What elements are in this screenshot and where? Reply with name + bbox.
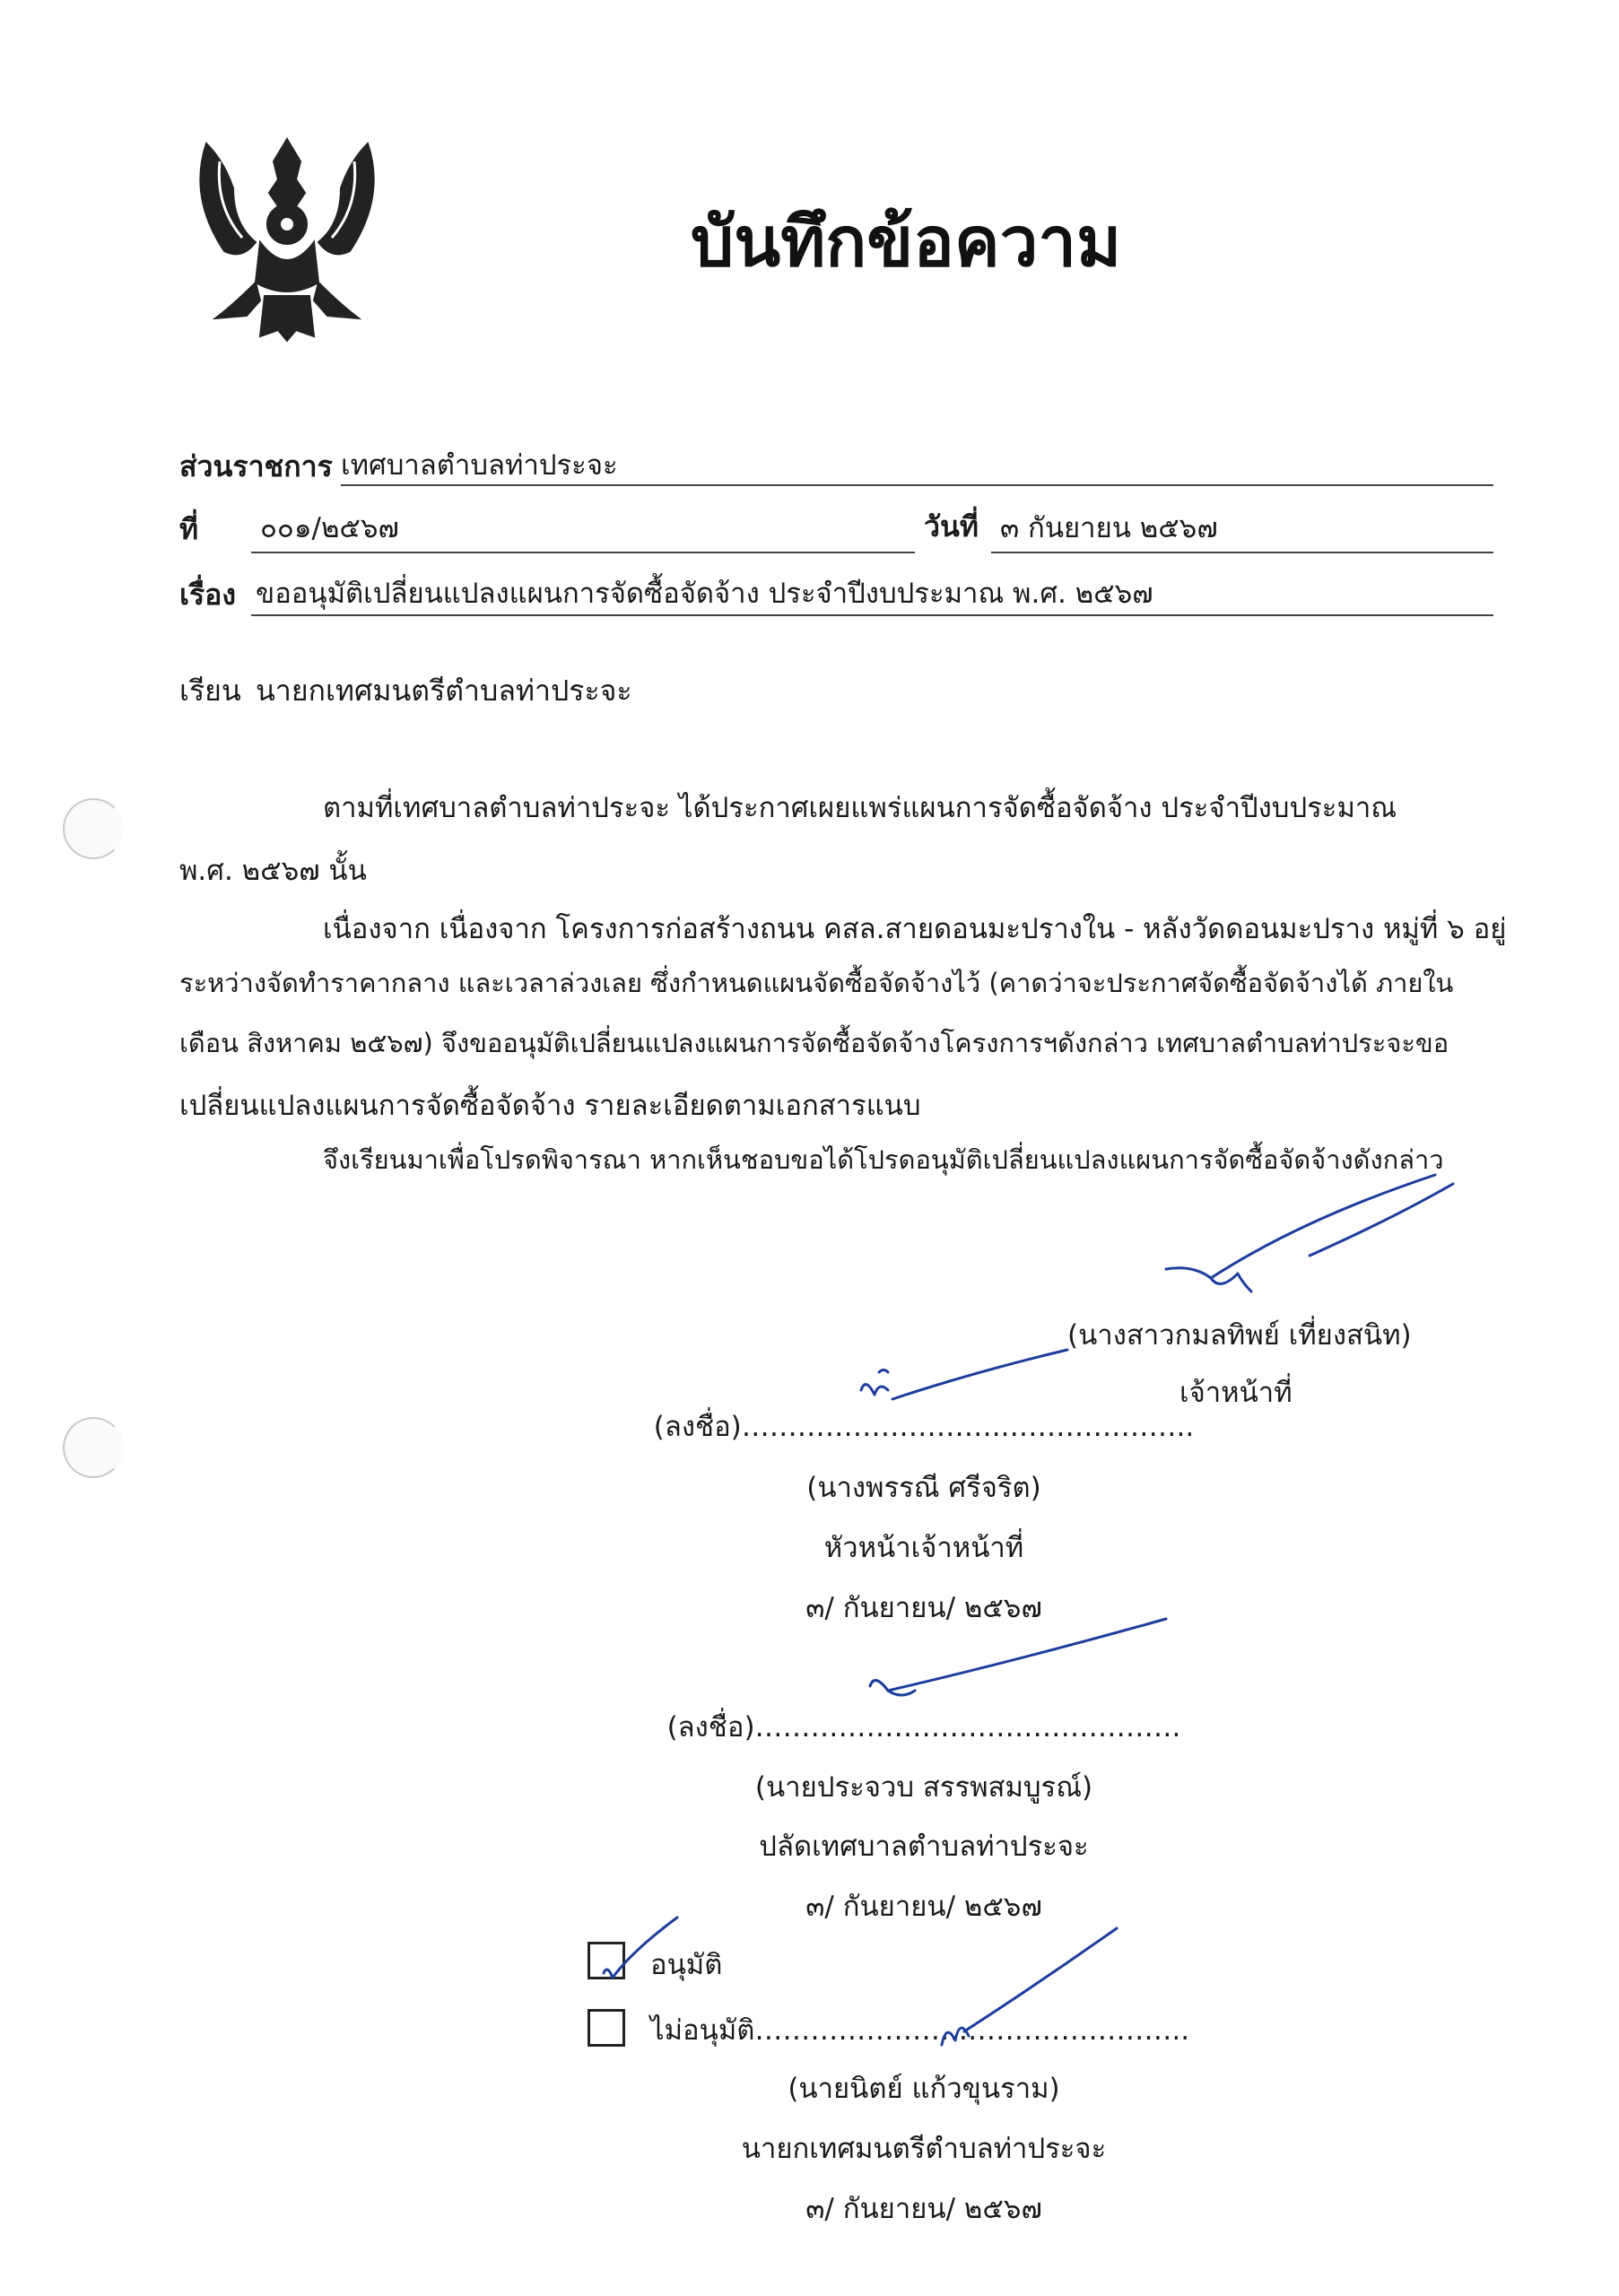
- approve-label: อนุมัติ: [650, 1949, 723, 1981]
- head-position: หัวหน้าเจ้าหน้าที่: [823, 1532, 1024, 1564]
- mayor-signature: [933, 1919, 1130, 2054]
- head-date: ๓/ กันยายน/ ๒๕๖๗: [805, 1592, 1042, 1624]
- clerk-name: (นายประจวบ สรรพสมบูรณ์): [754, 1771, 1093, 1804]
- officer-name: (นางสาวกมลทิพย์ เที่ยงสนิท): [1067, 1319, 1412, 1352]
- subject-value: ขออนุมัติเปลี่ยนแปลงแผนการจัดซื้อจัดจ้าง ประจำปีงบประมาณ พ.ศ. ๒๕๖๗: [256, 578, 1153, 610]
- officer-signature: [1157, 1166, 1480, 1318]
- agency-value: เทศบาลตำบลท่าประจะ: [341, 449, 618, 482]
- mayor-name: (นายนิตย์ แก้วขุนราม): [788, 2073, 1060, 2105]
- ref-underline: [251, 552, 915, 553]
- ref-value: ๐๐๑/๒๕๖๗: [260, 512, 399, 544]
- clerk-signature: [861, 1614, 1175, 1713]
- disapprove-label: ไม่อนุมัติ………………………………………..: [650, 2014, 1190, 2047]
- body-p3-line1: จึงเรียนมาเพื่อโปรดพิจารณา หากเห็นชอบขอได้โปรดอนุมัติเปลี่ยนแปลงแผนการจัดซื้อจัดจ้างดังกล่าว: [323, 1144, 1444, 1175]
- officer-position: เจ้าหน้าที่: [1179, 1377, 1293, 1409]
- agency-underline: [341, 484, 1493, 486]
- ref-label: ที่: [179, 512, 199, 546]
- disapprove-checkbox[interactable]: [588, 2009, 625, 2047]
- punch-hole-top: [63, 798, 124, 859]
- date-label: วันที่: [924, 509, 979, 544]
- mayor-date: ๓/ กันยายน/ ๒๕๖๗: [805, 2193, 1042, 2225]
- body-p2-line2: ระหว่างจัดทำราคากลาง และเวลาล่วงเลย ซึ่งกำหนดแผนจัดซื้อจัดจ้างไว้ (คาดว่าจะประกาศจัดซื้อจัดจ้างได้ ภายใน: [179, 968, 1454, 998]
- memo-title: บันทึกข้อความ: [691, 202, 1122, 282]
- body-p1-line1: ตามที่เทศบาลตำบลท่าประจะ ได้ประกาศเผยแพร่แผนการจัดซื้อจัดจ้าง ประจำปีงบประมาณ: [323, 792, 1397, 824]
- salutation-value: นายกเทศมนตรีตำบลท่าประจะ: [256, 674, 632, 708]
- body-p1-line2: พ.ศ. ๒๕๖๗ นั้น: [179, 855, 367, 887]
- clerk-position: ปลัดเทศบาลตำบลท่าประจะ: [759, 1831, 1089, 1863]
- date-value: ๓ กันยายน ๒๕๖๗: [1000, 512, 1218, 544]
- head-sign-line: (ลงชื่อ)………………………..………………..: [653, 1411, 1195, 1443]
- clerk-date: ๓/ กันยายน/ ๒๕๖๗: [805, 1891, 1042, 1923]
- body-p2-line1: เนื่องจาก เนื่องจาก โครงการก่อสร้างถนน คสล.สายดอนมะปรางใน - หลังวัดดอนมะปราง หมู่ที่ ๖ อยู่: [323, 913, 1507, 945]
- subject-underline: [251, 614, 1493, 616]
- body-p2-line4: เปลี่ยนแปลงแผนการจัดซื้อจัดจ้าง รายละเอียดตามเอกสารแนบ: [179, 1090, 921, 1122]
- garuda-emblem-icon: [170, 126, 404, 345]
- date-underline: [991, 552, 1493, 553]
- clerk-sign-line: (ลงชื่อ)……………………………………….: [666, 1711, 1181, 1744]
- body-p2-line3: เดือน สิงหาคม ๒๕๖๗) จึงขออนุมัติเปลี่ยนแปลงแผนการจัดซื้อจัดจ้างโครงการฯดังกล่าว เทศบาลตำบลท่าประจะขอ: [179, 1028, 1449, 1058]
- punch-hole-bottom: [63, 1417, 124, 1478]
- mayor-position: นายกเทศมนตรีตำบลท่าประจะ: [741, 2133, 1107, 2165]
- head-name: (นางพรรณี ศรีจริต): [806, 1472, 1041, 1504]
- salutation-label: เรียน: [179, 674, 241, 708]
- subject-label: เรื่อง: [179, 578, 236, 612]
- agency-label: ส่วนราชการ: [179, 449, 333, 483]
